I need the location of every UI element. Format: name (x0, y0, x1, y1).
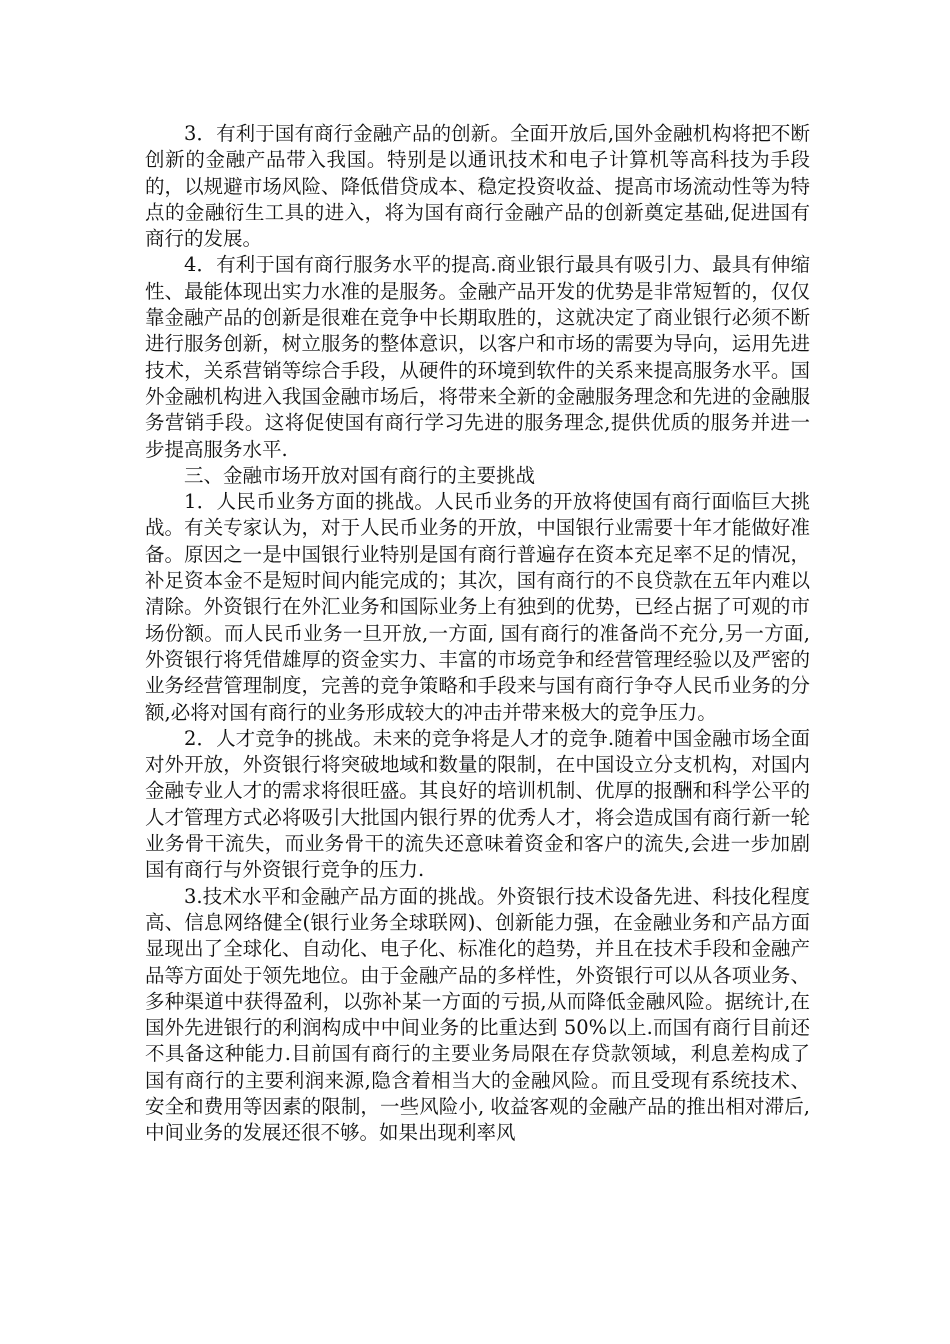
document-body (145, 121, 810, 1147)
paragraph-product-innovation: 3．有利于国有商行金融产品的创新。全面开放后,国外金融机构将把不断创新的金融产品带入我国。特别是以通讯技术和电子计算机等高科技为手段的，以规避市场风险、降低借贷成本、稳定投资收益、提高市场流动性等为特点的金融衍生工具的进入，将为国有商行金融产品的创新奠定基础,促进国有商行的发展。 (145, 122, 810, 251)
paragraph-technology-products: 3.技术水平和金融产品方面的挑战。外资银行技术设备先进、科技化程度高、信息网络健全(银行业务全球联网)、创新能力强，在金融业务和产品方面显现出了全球化、自动化、电子化、标准化的趋势，并且在技术手段和金融产品等方面处于领先地位。由于金融产品的多样性，外资银行可以从各项业务、多种渠道中获得盈利，以弥补某一方面的亏损,从而降低金融风险。据统计,在国外先进银行的利润构成中中间业务的比重达到 50%以上.而国有商行目前还不具备这种能力.目前国有商行的主要业务局限在存贷款领域，利息差构成了国有商行的主要利润来源,隐含着相当大的金融风险。而且受现有系统技术、安全和费用等因素的限制，一些风险小, 收益客观的金融产品的推出相对滞后, 中间业务的发展还很不够。如果出现利率风 (145, 884, 810, 1145)
paragraph-talent-competition: 2．人才竞争的挑战。未来的竞争将是人才的竞争.随着中国金融市场全面对外开放，外资银行将突破地域和数量的限制，在中国设立分支机构，对国内金融专业人才的需求将很旺盛。其良好的培训机制、优厚的报酬和科学公平的人才管理方式必将吸引大批国内银行界的优秀人才，将会造成国有商行新一轮业务骨干流失，而业务骨干的流失还意味着资金和客户的流失,会进一步加剧国有商行与外资银行竞争的压力. (145, 726, 810, 882)
section-heading-challenges: 三、金融市场开放对国有商行的主要挑战 (184, 463, 536, 487)
paragraph-service-level: 4．有利于国有商行服务水平的提高.商业银行最具有吸引力、最具有伸缩性、最能体现出实力水准的是服务。金融产品开发的优势是非常短暂的，仅仅靠金融产品的创新是很难在竞争中长期取胜的，这就决定了商业银行必须不断进行服务创新，树立服务的整体意识，以客户和市场的需要为导向，运用先进技术，关系营销等综合手段，从硬件的环境到软件的关系来提高服务水平。国外金融机构进入我国金融市场后，将带来全新的金融服务理念和先进的金融服务营销手段。这将促使国有商行学习先进的服务理念,提供优质的服务并进一步提高服务水平. (145, 253, 810, 461)
paragraph-rmb-business: 1．人民币业务方面的挑战。人民币业务的开放将使国有商行面临巨大挑战。有关专家认为，对于人民币业务的开放，中国银行业需要十年才能做好准备。原因之一是中国银行业特别是国有商行普遍存在资本充足率不足的情况，补足资本金不是短时间内能完成的；其次，国有商行的不良贷款在五年内难以清除。外资银行在外汇业务和国际业务上有独到的优势，已经占据了可观的市场份额。而人民币业务一旦开放,一方面, 国有商行的准备尚不充分,另一方面,外资银行将凭借雄厚的资金实力、丰富的市场竞争和经营管理经验以及严密的业务经营管理制度，完善的竞争策略和手段来与国有商行争夺人民币业务的分额,必将对国有商行的业务形成较大的冲击并带来极大的竞争压力。 (145, 490, 810, 724)
